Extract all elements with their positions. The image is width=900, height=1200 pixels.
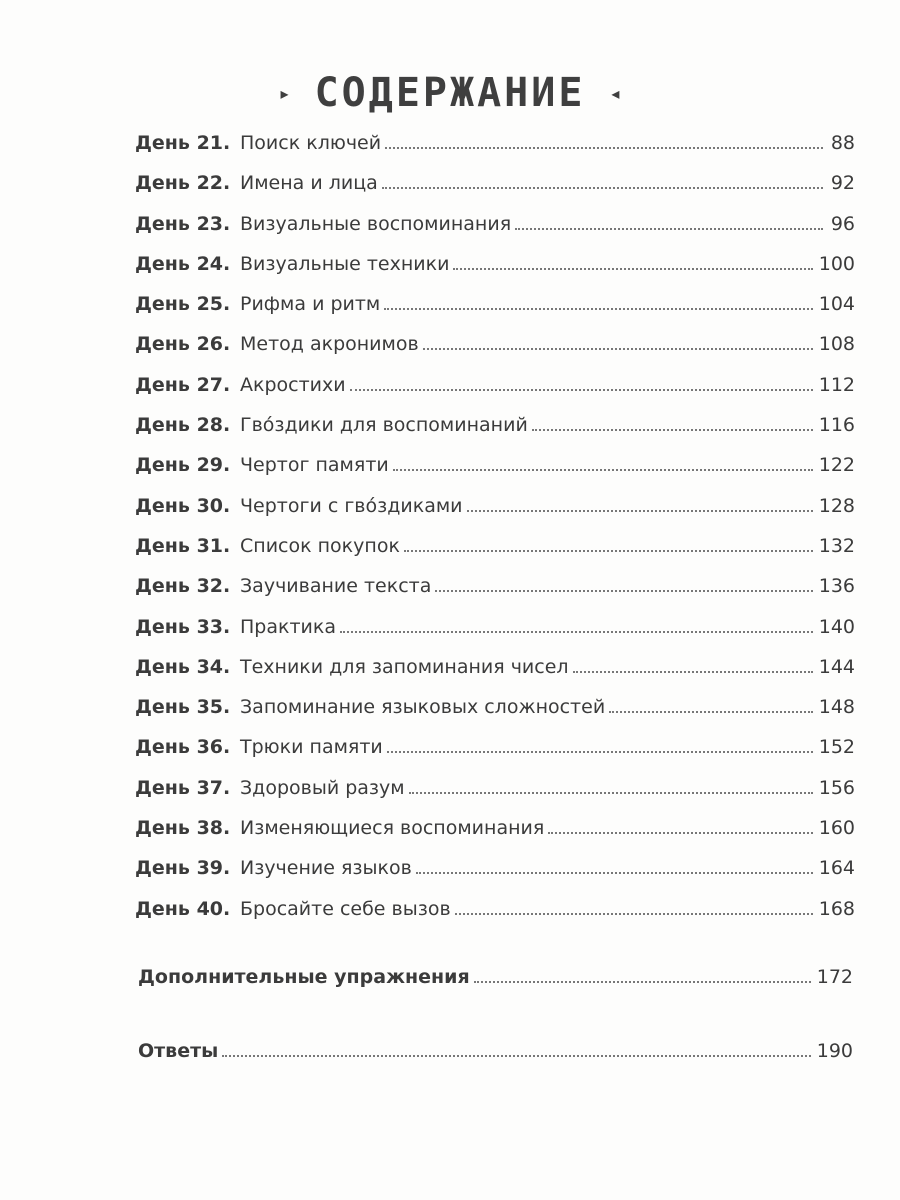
dot-leader <box>435 590 812 592</box>
dot-leader <box>409 792 813 794</box>
toc-entry-page: 156 <box>818 776 855 799</box>
extra-exercises-page: 172 <box>816 966 853 988</box>
dot-leader <box>455 913 813 915</box>
toc-entry-topic: Акростихи <box>240 373 346 396</box>
toc-entry[interactable] <box>135 857 855 897</box>
toc-entry-topic: Имена и лица <box>240 172 378 195</box>
dot-leader <box>453 268 812 270</box>
toc-entry-day: День 24. <box>135 252 231 275</box>
title-right-marker: ◂ <box>611 83 620 103</box>
dot-leader <box>385 147 823 149</box>
title-left-marker: ▸ <box>280 83 289 103</box>
answers-label: Ответы <box>138 1040 219 1062</box>
dot-leader <box>384 308 812 310</box>
dot-leader <box>573 671 813 673</box>
toc-entry-page: 160 <box>818 817 855 840</box>
toc-entry-topic: Бросайте себе вызов <box>240 897 451 920</box>
toc-entry[interactable] <box>135 898 855 938</box>
dot-leader <box>423 348 813 350</box>
toc-entry-page: 140 <box>818 615 855 638</box>
toc-entry-topic: Гвóздики для воспоминаний <box>240 414 528 437</box>
dot-leader <box>404 550 813 552</box>
toc-entry-topic: Поиск ключей <box>240 132 382 154</box>
toc-entry-page: 100 <box>818 252 855 275</box>
toc-entry[interactable] <box>135 535 855 575</box>
toc-entry[interactable] <box>135 777 855 817</box>
dot-leader <box>515 228 823 230</box>
toc-entry-page: 122 <box>818 454 855 477</box>
toc-entry-page: 108 <box>818 333 855 356</box>
toc-entry[interactable] <box>135 696 855 736</box>
dot-leader <box>340 631 813 633</box>
toc-entry-day: День 38. <box>135 817 231 840</box>
toc-entry-day: День 40. <box>135 897 231 920</box>
toc-entry-day: День 27. <box>135 373 231 396</box>
dot-leader <box>387 751 813 753</box>
dot-leader <box>548 832 812 834</box>
dot-leader <box>350 389 813 391</box>
toc-entry-page: 148 <box>818 696 855 719</box>
toc-entry-page: 136 <box>818 575 855 598</box>
toc-entry-page: 164 <box>818 857 855 880</box>
toc-entry-topic: Изменяющиеся воспоминания <box>240 817 545 840</box>
toc-entry-page: 152 <box>818 736 855 759</box>
toc-entry-topic: Визуальные техники <box>240 252 450 275</box>
toc-entry-day: День 29. <box>135 454 231 477</box>
toc-entry[interactable] <box>135 817 855 857</box>
dot-leader <box>393 469 813 471</box>
extra-exercises-label: Дополнительные упражнения <box>138 966 470 988</box>
dot-leader <box>222 1055 810 1057</box>
toc-entry[interactable] <box>135 333 855 373</box>
toc-entry-page: 128 <box>818 494 855 517</box>
toc-entry-page: 96 <box>830 212 855 235</box>
toc-entry[interactable] <box>135 132 855 172</box>
toc-entry-day: День 25. <box>135 293 231 316</box>
toc-answers[interactable] <box>138 1040 853 1062</box>
toc-entry-page: 116 <box>818 414 855 437</box>
toc-entry[interactable] <box>135 374 855 414</box>
title-row <box>0 70 900 116</box>
answers-page: 190 <box>816 1040 853 1062</box>
toc-entry-day: День 37. <box>135 776 231 799</box>
dot-leader <box>609 711 813 713</box>
toc-entry-topic: Изучение языков <box>240 857 412 880</box>
toc-entry-day: День 36. <box>135 736 231 759</box>
dot-leader <box>532 429 813 431</box>
dot-leader <box>474 981 811 983</box>
toc-entry-day: День 22. <box>135 172 231 195</box>
dot-leader <box>416 872 813 874</box>
toc-entry[interactable] <box>135 253 855 293</box>
toc-entry-page: 92 <box>830 172 855 195</box>
toc-entry-day: День 28. <box>135 414 231 437</box>
toc-entry-topic: Визуальные воспоминания <box>240 212 512 235</box>
toc-entry-day: День 30. <box>135 494 231 517</box>
toc-entry[interactable] <box>135 414 855 454</box>
toc-entry-day: День 32. <box>135 575 231 598</box>
toc-entry[interactable] <box>135 172 855 212</box>
toc-entry-topic: Список покупок <box>240 534 400 557</box>
page-title: СОДЕРЖАНИЕ <box>314 70 586 116</box>
toc-entry-page: 88 <box>830 132 855 154</box>
toc-entry-topic: Практика <box>240 615 337 638</box>
toc-entry-day: День 21. <box>135 132 231 154</box>
toc-entry-topic: Трюки памяти <box>240 736 383 759</box>
toc-entry-topic: Рифма и ритм <box>240 293 381 316</box>
toc-entry-day: День 39. <box>135 857 231 880</box>
toc-entry-day: День 33. <box>135 615 231 638</box>
toc-entry-topic: Заучивание текста <box>240 575 432 598</box>
toc-entry-day: День 31. <box>135 534 231 557</box>
toc-extra-exercises[interactable] <box>138 966 853 988</box>
toc-entry-page: 104 <box>818 293 855 316</box>
dot-leader <box>382 187 823 189</box>
toc-entry-topic: Чертоги с гвóздиками <box>240 494 463 517</box>
toc-entry[interactable] <box>135 575 855 615</box>
toc-entry-topic: Техники для запоминания чисел <box>240 655 569 678</box>
toc-entry[interactable] <box>135 736 855 776</box>
toc-entry-page: 168 <box>818 897 855 920</box>
toc-entry-day: День 35. <box>135 696 231 719</box>
toc-entry-page: 144 <box>818 655 855 678</box>
toc-list <box>135 132 855 938</box>
toc-entry[interactable] <box>135 495 855 535</box>
toc-entry[interactable] <box>135 616 855 656</box>
toc-entry-day: День 34. <box>135 655 231 678</box>
toc-entry-day: День 23. <box>135 212 231 235</box>
toc-entry[interactable] <box>135 454 855 494</box>
toc-entry-day: День 26. <box>135 333 231 356</box>
toc-entry[interactable] <box>135 656 855 696</box>
toc-entry-topic: Здоровый разум <box>240 776 405 799</box>
toc-entry[interactable] <box>135 293 855 333</box>
toc-entry[interactable] <box>135 213 855 253</box>
toc-entry-topic: Метод акронимов <box>240 333 419 356</box>
toc-entry-page: 132 <box>818 534 855 557</box>
dot-leader <box>467 510 813 512</box>
toc-entry-page: 112 <box>818 373 855 396</box>
toc-entry-topic: Чертог памяти <box>240 454 389 477</box>
toc-entry-topic: Запоминание языковых сложностей <box>240 696 606 719</box>
